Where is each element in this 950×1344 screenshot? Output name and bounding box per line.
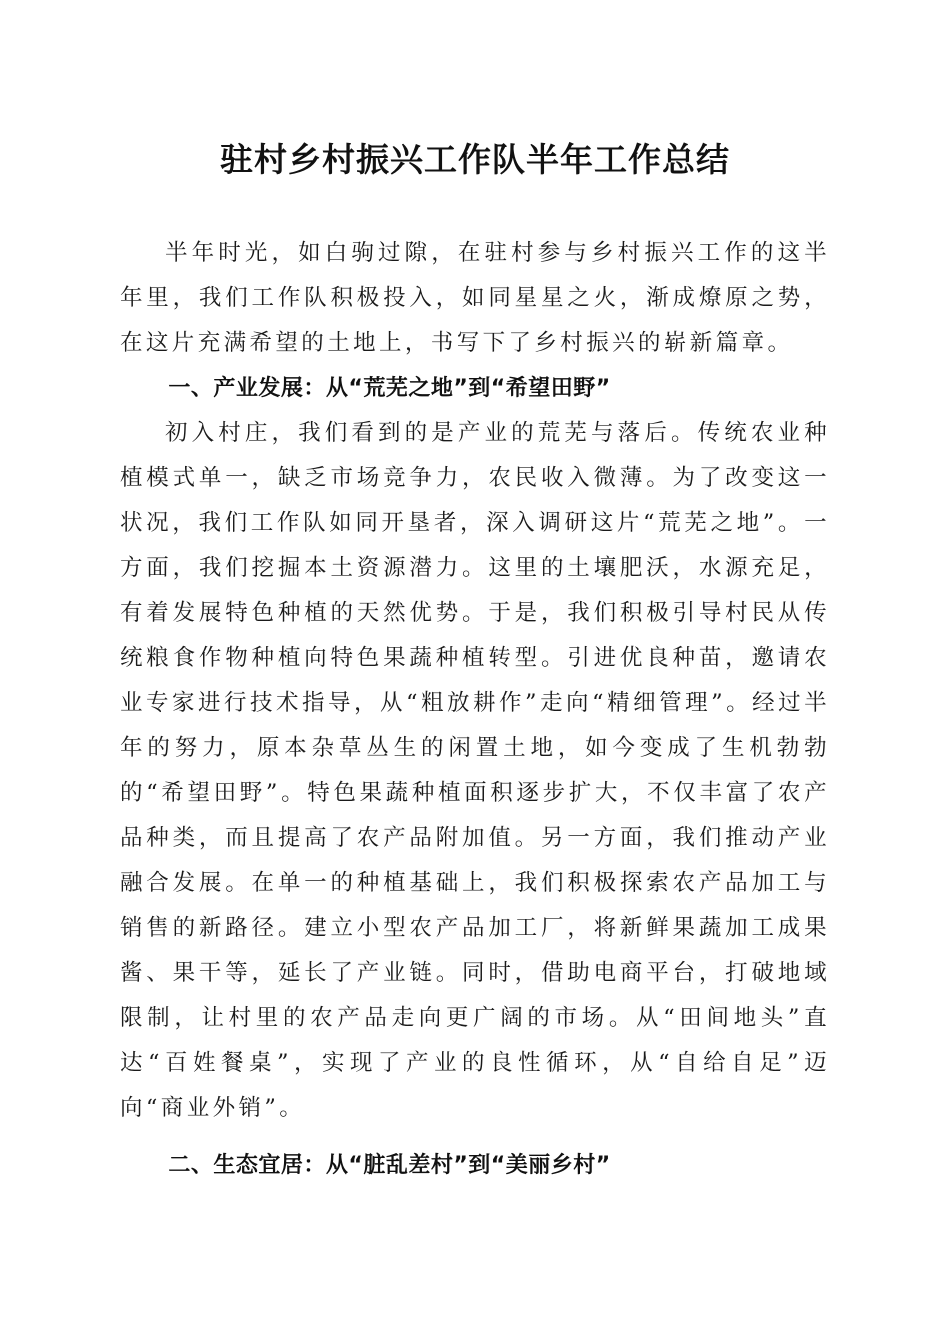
intro-paragraph: 半年时光，如白驹过隙，在驻村参与乡村振兴工作的这半年里，我们工作队积极投入，如同星星之火，渐成燎原之势，在这片充满希望的土地上，书写下了乡村振兴的崭新篇章。 <box>120 240 830 356</box>
section-2-heading: 二、生态宜居：从“脏乱差村”到“美丽乡村” <box>168 1153 611 1178</box>
section-1-heading: 一、产业发展：从“荒芜之地”到“希望田野” <box>168 376 611 401</box>
section-1-paragraph: 初入村庄，我们看到的是产业的荒芜与落后。传统农业种植模式单一，缺乏市场竞争力，农民收入微薄。为了改变这一状况，我们工作队如同开垦者，深入调研这片“荒芜之地”。一方面，我们挖掘本土资源潜力。这里的土壤肥沃，水源充足，有着发展特色种植的天然优势。于是，我们积极引导村民从传统粮食作物种植向特色果蔬种植转型。引进优良种苗，邀请农业专家进行技术指导，从“粗放耕作”走向“精细管理”。经过半年的努力，原本杂草丛生的闲置土地，如今变成了生机勃勃的“希望田野”。特色果蔬种植面积逐步扩大，不仅丰富了农产品种类，而且提高了农产品附加值。另一方面，我们推动产业融合发展。在单一的种植基础上，我们积极探索农产品加工与销售的新路径。建立小型农产品加工厂，将新鲜果蔬加工成果酱、果干等，延长了产业链。同时，借助电商平台，打破地域限制，让村里的农产品走向更广阔的市场。从“田间地头”直达“百姓餐桌”，实现了产业的良性循环，从“自给自足”迈向“商业外销”。 <box>120 420 830 1121</box>
document-body <box>120 231 830 1188</box>
document-title: 驻村乡村振兴工作队半年工作总结 <box>220 140 730 179</box>
